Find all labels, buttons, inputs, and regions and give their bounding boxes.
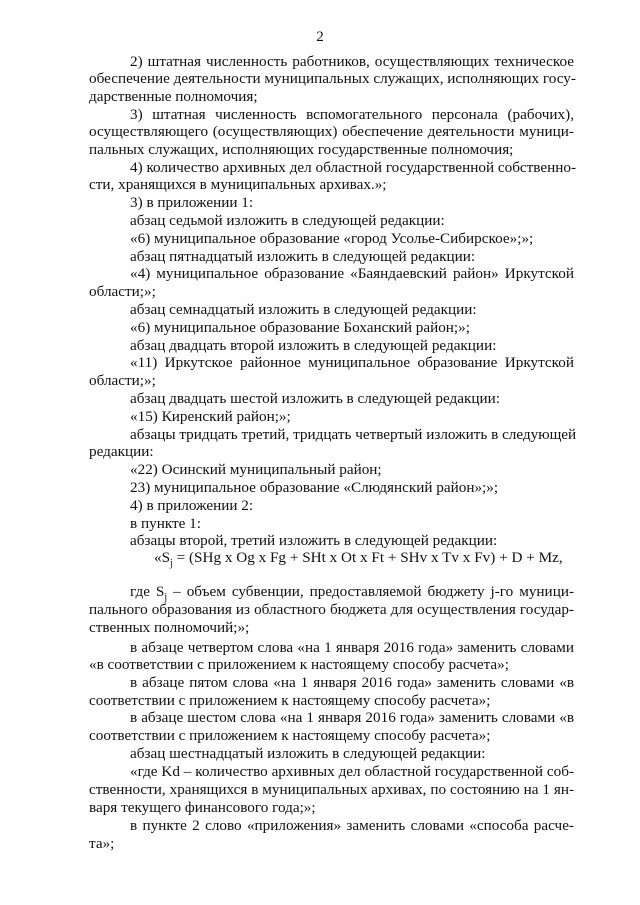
formula <box>154 549 563 572</box>
text-line: в пункте 1: <box>130 515 201 532</box>
text-line: в абзаце пятом слова «на 1 января 2016 года» заменить словами «в <box>130 674 574 691</box>
text-line: сти, хранящихся в муниципальных архивах.»; <box>89 176 387 193</box>
page-number: 2 <box>316 29 324 45</box>
text-line: «15) Киренский район;»; <box>130 408 291 425</box>
definition-subscript: j <box>164 592 168 604</box>
text-line: дарственные полномочия; <box>89 88 258 105</box>
text-line: абзацы тридцать третий, тридцать четвертый изложить в следующей <box>130 426 577 443</box>
text-line: ственности, хранящихся в муниципальных архивах, по состоянию на 1 ян- <box>89 781 574 798</box>
text-line: «22) Осинский муниципальный район; <box>130 461 382 478</box>
text-line: абзац семнадцатый изложить в следующей редакции: <box>130 301 477 318</box>
text-line: пального образования из областного бюджета для осуществления государ- <box>89 601 574 618</box>
text-line: варя текущего финансового года;»; <box>89 799 316 816</box>
text-line: абзац шестнадцатый изложить в следующей редакции: <box>130 745 486 762</box>
text-line: 2) штатная численность работников, осуществляющих техническое <box>130 53 574 70</box>
text-line: 4) количество архивных дел областной государственной собственно- <box>130 159 577 176</box>
text-line: пальных служащих, исполняющих государственные полномочия; <box>89 141 514 158</box>
text-line: соответствии с приложением к настоящему способу расчета»; <box>89 727 491 744</box>
formula-subscript: j <box>170 558 173 570</box>
text-line: соответствии с приложением к настоящему способу расчета»; <box>89 692 491 709</box>
text-line: области;»; <box>89 283 156 300</box>
text-line: обеспечение деятельности муниципальных служащих, исполняющих госу- <box>89 70 576 87</box>
formula-body: = (SHg x Og x Fg + SHt x Ot x Ft + SHv x Tv x Fv) + D + Mz, <box>172 549 563 566</box>
text-line: в абзаце шестом слова «на 1 января 2016 года» заменить словами «в <box>130 709 574 726</box>
text-line: области;»; <box>89 372 156 389</box>
definition-rest: – объем субвенции, предоставляемой бюджету j-го муници- <box>167 583 575 600</box>
text-line: осуществляющего (осуществляющих) обеспечение деятельности муници- <box>89 123 574 140</box>
text-line: ственных полномочий;»; <box>89 619 250 636</box>
text-line: 3) штатная численность вспомогательного персонала (рабочих), <box>130 106 574 123</box>
text-line: 3) в приложении 1: <box>130 194 254 211</box>
text-line: абзац пятнадцатый изложить в следующей редакции: <box>130 248 476 265</box>
text-line: в пункте 2 слово «приложения» заменить словами «способа расче- <box>130 817 574 834</box>
text-line: «11) Иркутское районное муниципальное образование Иркутской <box>130 354 574 371</box>
text-line: абзац двадцать шестой изложить в следующей редакции: <box>130 390 500 407</box>
text-line: абзац седьмой изложить в следующей редакции: <box>130 212 445 229</box>
definition-start: где S <box>130 583 165 600</box>
text-line: абзац двадцать второй изложить в следующей редакции: <box>130 337 497 354</box>
text-line: в абзаце четвертом слова «на 1 января 2016 года» заменить словами <box>130 639 574 656</box>
text-line: «где Kd – количество архивных дел областной государственной соб- <box>130 763 574 780</box>
text-line: «4) муниципальное образование «Баяндаевский район» Иркутской <box>130 265 574 282</box>
formula-open: «S <box>154 549 171 566</box>
text-line: «в соответствии с приложением к настоящему способу расчета»; <box>89 656 509 673</box>
text-line: 23) муниципальное образование «Слюдянский район»;»; <box>130 479 499 496</box>
text-line: та»; <box>89 835 115 852</box>
text-line: «6) муниципальное образование Боханский район;»; <box>130 319 470 336</box>
text-line: «6) муниципальное образование «город Усолье-Сибирское»;»; <box>130 230 534 247</box>
text-line: абзацы второй, третий изложить в следующей редакции: <box>130 532 498 549</box>
text-line: 4) в приложении 2: <box>130 497 254 514</box>
text-line: редакции: <box>89 443 154 460</box>
